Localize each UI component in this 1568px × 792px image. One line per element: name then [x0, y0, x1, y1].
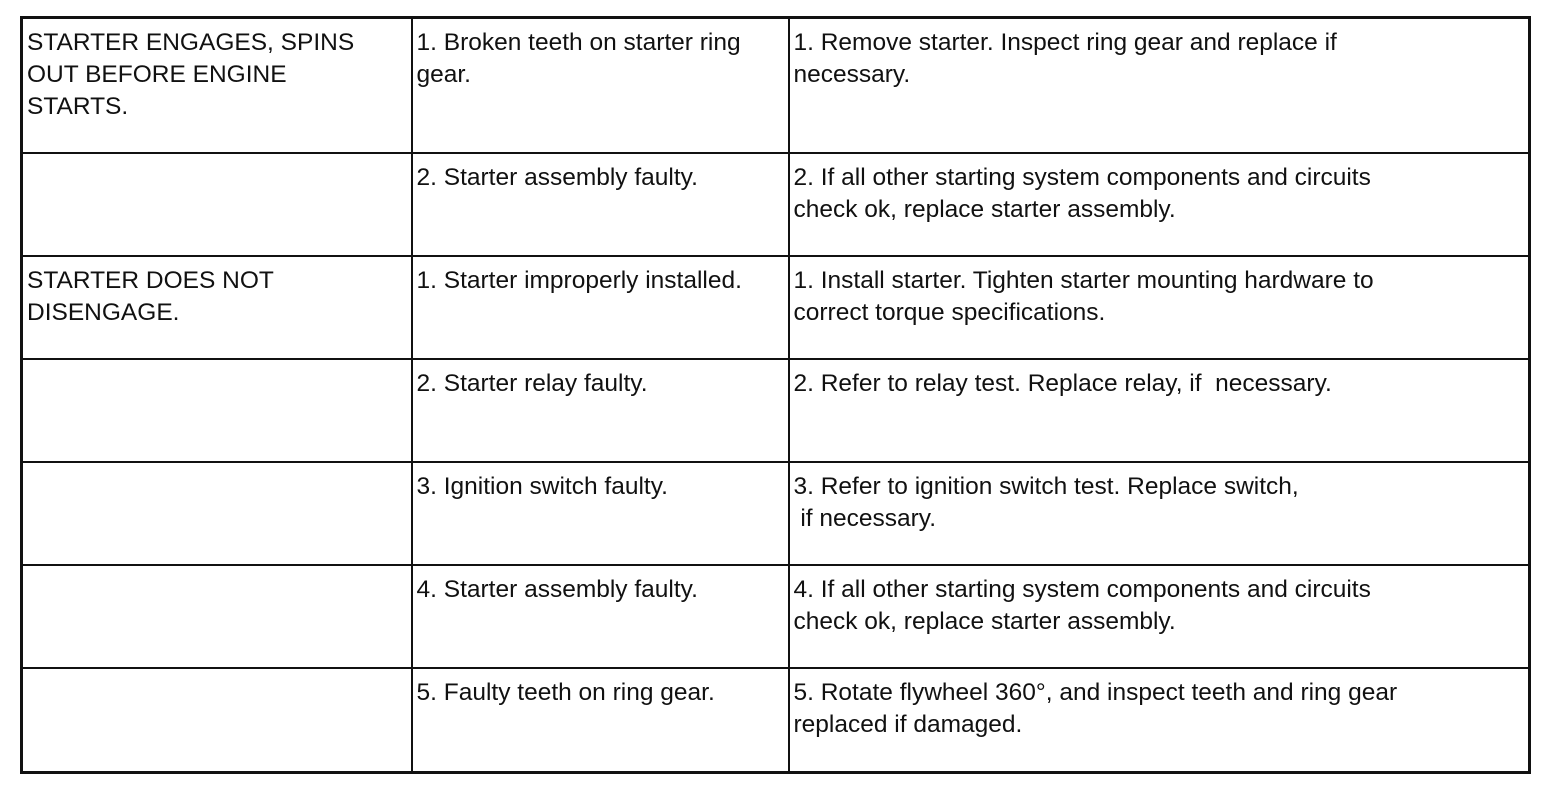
table-row: [22, 18, 1530, 153]
remedy-cell: 1. Remove starter. Inspect ring gear and replace if necessary.: [789, 18, 1530, 153]
cause-cell: 2. Starter assembly faulty.: [412, 153, 789, 256]
cause-cell: 2. Starter relay faulty.: [412, 359, 789, 462]
cause-cell: 1. Broken teeth on starter ring gear.: [412, 18, 789, 153]
remedy-cell: 4. If all other starting system components and circuits check ok, replace starter assembly.: [789, 565, 1530, 668]
problem-cell: [22, 359, 412, 462]
remedy-cell: 3. Refer to ignition switch test. Replace switch, if necessary.: [789, 462, 1530, 565]
remedy-cell: 1. Install starter. Tighten starter mounting hardware to correct torque specifications.: [789, 256, 1530, 359]
problem-cell: [22, 668, 412, 773]
table-row: [22, 153, 1530, 256]
problem-cell: STARTER ENGAGES, SPINS OUT BEFORE ENGINE STARTS.: [22, 18, 412, 153]
table-row: [22, 359, 1530, 462]
table-row: [22, 565, 1530, 668]
cause-cell: 1. Starter improperly installed.: [412, 256, 789, 359]
table-row: [22, 462, 1530, 565]
diagnosis-table: [20, 16, 1531, 774]
problem-cell: [22, 462, 412, 565]
problem-cell: STARTER DOES NOT DISENGAGE.: [22, 256, 412, 359]
remedy-cell: 2. Refer to relay test. Replace relay, if necessary.: [789, 359, 1530, 462]
cause-cell: 4. Starter assembly faulty.: [412, 565, 789, 668]
remedy-cell: 5. Rotate flywheel 360°, and inspect teeth and ring gear replaced if damaged.: [789, 668, 1530, 773]
cause-cell: 3. Ignition switch faulty.: [412, 462, 789, 565]
problem-cell: [22, 153, 412, 256]
problem-cell: [22, 565, 412, 668]
table-row: [22, 668, 1530, 773]
table-row: [22, 256, 1530, 359]
cause-cell: 5. Faulty teeth on ring gear.: [412, 668, 789, 773]
remedy-cell: 2. If all other starting system components and circuits check ok, replace starter assembly.: [789, 153, 1530, 256]
